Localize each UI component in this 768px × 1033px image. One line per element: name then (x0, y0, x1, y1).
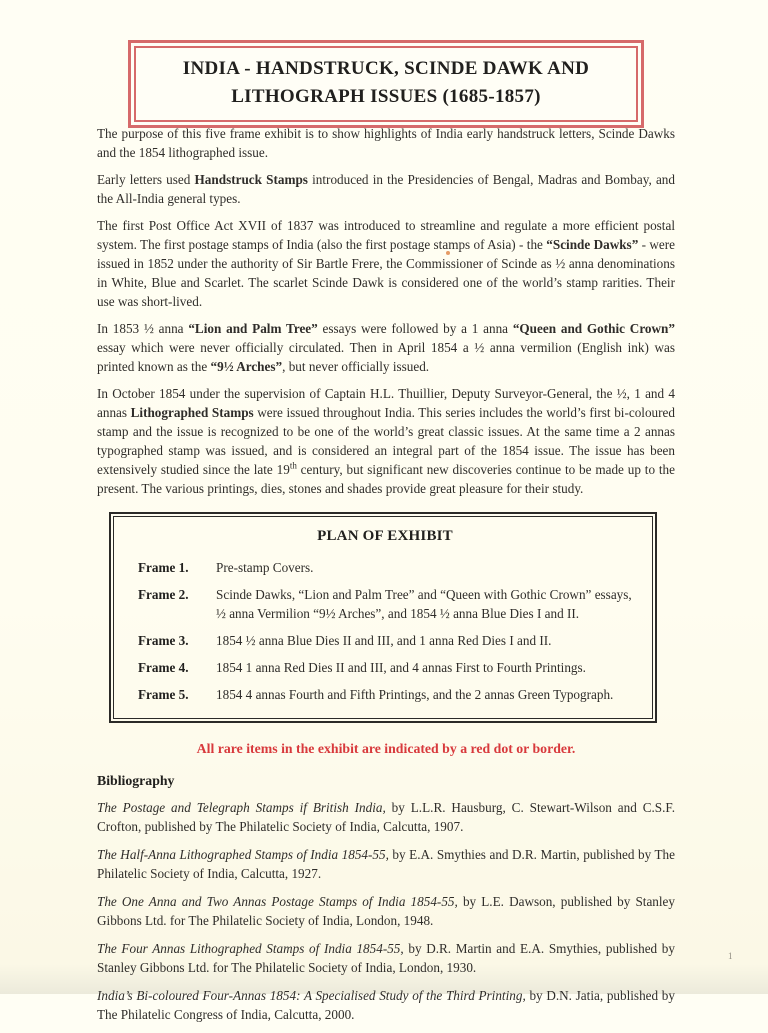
frame-label: Frame 5. (138, 687, 189, 702)
bibliography-entry-title: The Postage and Telegraph Stamps if British India, (97, 800, 386, 815)
bibliography-entry (97, 845, 675, 883)
bibliography-entry (97, 939, 675, 977)
emphasized-text: “Lion and Palm Tree” (188, 321, 318, 336)
body-text: essays were followed by a 1 anna (317, 321, 513, 336)
frame-description: Pre-stamp Covers. (216, 560, 314, 575)
emphasized-text: “Scinde Dawks” (546, 237, 639, 252)
body-text: Early letters used (97, 172, 195, 187)
intro-paragraph (97, 319, 675, 376)
frame-description: 1854 ½ anna Blue Dies II and III, and 1 anna Red Dies I and II. (216, 633, 552, 648)
bibliography-entry-title: The One Anna and Two Annas Postage Stamps of India 1854-55, (97, 894, 458, 909)
body-text: The first Post Office Act XVII of 1837 was introduced to streamline and regulate a more efficient postal system. The first postage stamps of India (also the first postage stamps of Asia) - the (97, 218, 675, 252)
bibliography-heading: Bibliography (97, 773, 175, 788)
intro-paragraph (97, 170, 675, 208)
bibliography-entry-title: The Half-Anna Lithographed Stamps of India 1854-55, (97, 847, 389, 862)
body-text: In 1853 ½ anna (97, 321, 189, 336)
body-text: were issued throughout India. This series includes the world’s first bi-coloured stamp and the issue is recognized to be one of the world’s great classic issues. At the same time a 2 annas typographed stamp was issued, and is considered an integral part of the 1854 issue. The issue has been extensively studied since the late 19 (97, 405, 675, 477)
page-number: 1 (728, 951, 733, 961)
frame-row (138, 558, 632, 577)
frame-row (138, 585, 632, 623)
frame-description: 1854 4 annas Fourth and Fifth Printings, and the 2 annas Green Typograph. (216, 687, 614, 702)
body-text: introduced in the Presidencies of Bengal, Madras and Bombay, and the All-India general types. (97, 172, 675, 206)
body-text: The purpose of this five frame exhibit is to show highlights of India early handstruck letters, Scinde Dawks and the 1854 lithographed issue. (97, 126, 675, 160)
bibliography-entry-title: The Four Annas Lithographed Stamps of India 1854-55 (97, 941, 401, 956)
emphasized-text: “9½ Arches” (210, 359, 283, 374)
frame-label: Frame 1. (138, 560, 189, 575)
frame-row (138, 685, 632, 704)
emphasized-text: “Queen and Gothic Crown” (512, 321, 675, 336)
frame-list (138, 558, 632, 704)
body-text: , but never officially issued. (282, 359, 430, 374)
frame-row (138, 658, 632, 677)
body-text: century, but significant new discoveries continue to be made up to the present. The various printings, dies, stones and shades provide great pleasure for their study. (97, 462, 675, 496)
bibliography-entry-details: by E.A. Smythies and D.R. Martin, published by The Philatelic Society of India, Calcutta, 1927. (97, 847, 675, 881)
frame-label: Frame 2. (138, 587, 189, 602)
plan-of-exhibit-box (109, 512, 657, 723)
frame-description: 1854 1 anna Red Dies II and III, and 4 annas First to Fourth Printings. (216, 660, 586, 675)
rare-items-note: All rare items in the exhibit are indicated by a red dot or border. (196, 741, 576, 756)
body-text: In October 1854 under the supervision of Captain H.L. Thuillier, Deputy Surveyor-General, the ½, 1 and 4 annas (97, 386, 675, 420)
bibliography-entry (97, 892, 675, 930)
intro-section (97, 124, 675, 498)
frame-description: Scinde Dawks, “Lion and Palm Tree” and “Queen with Gothic Crown” essays, ½ anna Vermilion “9½ Arches”, and 1854 ½ anna Blue Dies I and II. (216, 587, 632, 621)
plan-of-exhibit-inner-rule (113, 516, 653, 719)
body-text: th (289, 460, 297, 471)
title-box (128, 40, 644, 128)
frame-label: Frame 3. (138, 633, 189, 648)
bibliography-entry (97, 798, 675, 836)
bibliography-entry-details: by L.L.R. Hausburg, C. Stewart-Wilson and C.S.F. Crofton, published by The Philatelic Society of India, Calcutta, 1907. (97, 800, 675, 834)
page-title-line-2: LITHOGRAPH ISSUES (1685-1857) (231, 86, 541, 107)
frame-label: Frame 4. (138, 660, 189, 675)
bibliography-entry-title: India’s Bi-coloured Four-Annas 1854: A Specialised Study of the Third Printing, (97, 988, 526, 1003)
emphasized-text: Lithographed Stamps (130, 405, 254, 420)
bibliography-entry-details: , by D.R. Martin and E.A. Smythies, published by Stanley Gibbons Ltd. for The Philatelic Society of India, London, 1930. (97, 941, 675, 975)
body-text: - were issued in 1852 under the authority of Sir Bartle Frere, the Commissioner of Scinde as ½ anna denominations in White, Blue and Scarlet. The scarlet Scinde Dawk is considered one of the world’s stamp rarities. Their use was short-lived. (97, 237, 676, 309)
bibliography-entry-details: by L.E. Dawson, published by Stanley Gibbons Ltd. for The Philatelic Society of India, London, 1948. (97, 894, 676, 928)
intro-paragraph (97, 216, 675, 311)
intro-paragraph (97, 124, 675, 162)
bibliography-entry (97, 986, 675, 1024)
plan-of-exhibit-heading: PLAN OF EXHIBIT (317, 528, 453, 544)
body-text: essay which were never officially circulated. Then in April 1854 a ½ anna vermilion (English ink) was printed known as the (97, 340, 675, 374)
bibliography-entry-details: by D.N. Jatia, published by The Philatelic Congress of India, Calcutta, 2000. (97, 988, 675, 1022)
frame-row (138, 631, 632, 650)
emphasized-text: Handstruck Stamps (194, 172, 308, 187)
intro-paragraph (97, 384, 675, 498)
title-box-inner-rule (134, 46, 638, 122)
page-title-line-1: INDIA - HANDSTRUCK, SCINDE DAWK AND (182, 58, 590, 79)
content-column (97, 124, 675, 1033)
bibliography-section (97, 798, 675, 1024)
